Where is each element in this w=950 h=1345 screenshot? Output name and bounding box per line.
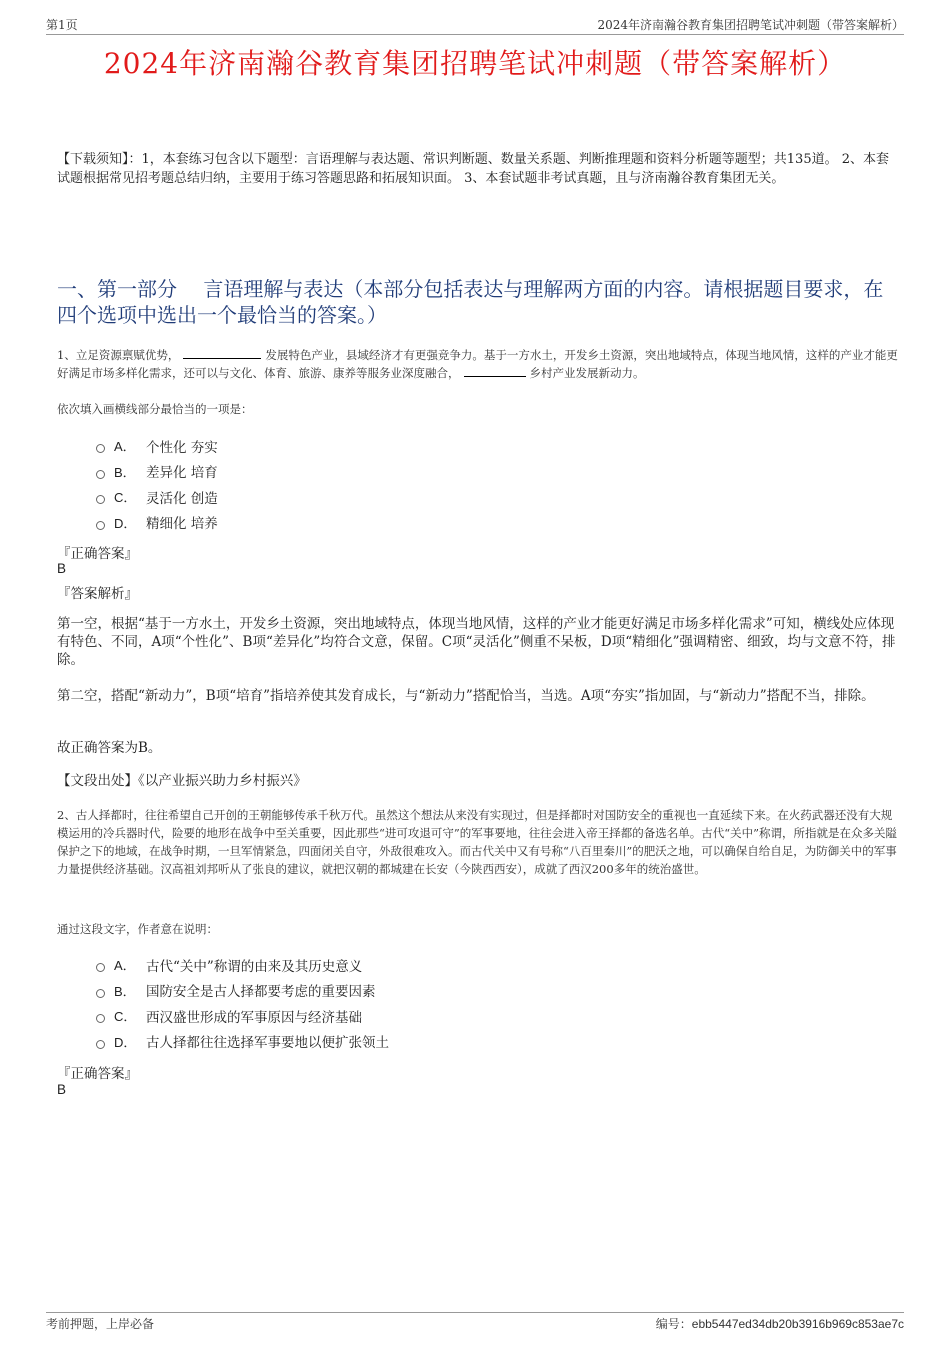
analysis-paragraph-1: 第一空，根据“基于一方水土，开发乡土资源，突出地域特点，体现当地风情，这样的产业才能更好满足市场多样化需求”可知，横线处应体现有特色、不同，A项“个性化”、B项“差异化”均符合文意，保留。C项“灵活化”侧重不呆板，D项“精细化”强调精密、细致，均与文意不符，排除。 (57, 616, 896, 668)
question-2-prompt: 通过这段文字，作者意在说明： (57, 922, 218, 936)
correct-answer-label: 『正确答案』 (57, 1066, 138, 1082)
radio-icon[interactable] (96, 989, 105, 998)
radio-icon[interactable] (96, 470, 105, 479)
option-letter: A． (114, 439, 136, 455)
option-a[interactable] (96, 433, 218, 459)
radio-icon[interactable] (96, 495, 105, 504)
option-letter: C． (114, 1009, 137, 1025)
radio-icon[interactable] (96, 1014, 105, 1023)
option-letter: A． (114, 958, 136, 974)
footer-slogan: 考前押题，上岸必备 (46, 1317, 155, 1331)
document-title: 2024年济南瀚谷教育集团招聘笔试冲刺题（带答案解析） (103, 47, 847, 80)
footer-code-value: ebb5447ed34db20b3916b969c853ae7c (691, 1317, 904, 1331)
analysis-paragraph-2: 第二空，搭配“新动力”，B项“培育”指培养使其发育成长，与“新动力”搭配恰当，当选。A项“夯实”指加固，与“新动力”搭配不当，排除。 (57, 688, 875, 704)
question-1-text-part-b: 发展特色产业，县域经济才有更强竞争力。基于一方水土，开发乡土资源，突出地域特点，体现当地风情，这样的产业才能更好满足市场多样化需求，还可以与文化、体育、旅游、康养等服务业深度融合， (57, 348, 898, 380)
radio-icon[interactable] (96, 521, 105, 530)
option-c[interactable] (96, 484, 218, 510)
footer-code (656, 1315, 904, 1332)
section-heading: 一、第一部分 言语理解与表达（本部分包括表达与理解两方面的内容。请根据题目要求，在四个选项中选出一个最恰当的答案。） (57, 277, 884, 327)
option-d[interactable] (96, 1029, 389, 1055)
correct-answer-value: B (57, 561, 67, 576)
option-text: 古人择都往往选择军事要地以便扩张领土 (146, 1035, 389, 1052)
footer-code-label: 编号： (655, 1317, 692, 1331)
question-2-text: 2、古人择都时，往往希望自己开创的王朝能够传承千秋万代。虽然这个想法从来没有实现过，但是择都时对国防安全的重视也一直延续下来。在火药武器还没有大规模运用的冷兵器时代，险要的地形在战争中至关重要，因此那些“进可攻退可守”的军事要地，往往会进入帝王择都的备选名单。古代“关中”称谓，所指就是在众多关隘保护之下的地域，在战争时期，一旦军情紧急，四面闭关自守，外敌很难攻入。而古代关中又有号称“八百里秦川”的肥沃之地，可以确保自给自足，为防御关中的军事力量提供经济基础。汉高祖刘邦听从了张良的建议，就把汉朝的都城建在长安（今陕西西安），成就了西汉200多年的统治盛世。 (57, 808, 898, 876)
running-title: 2024年济南瀚谷教育集团招聘笔试冲刺题（带答案解析） (597, 18, 904, 32)
option-text: 西汉盛世形成的军事原因与经济基础 (146, 1009, 362, 1026)
question-1-text (57, 346, 899, 382)
option-text: 灵活化 创造 (146, 490, 218, 507)
option-b[interactable] (96, 978, 389, 1004)
radio-icon[interactable] (96, 1040, 105, 1049)
option-letter: C． (114, 490, 137, 506)
option-letter: B． (114, 464, 136, 480)
option-letter: D． (114, 515, 137, 531)
correct-answer-label: 『正确答案』 (57, 546, 138, 562)
option-text: 精细化 培养 (146, 516, 218, 533)
option-text: 国防安全是古人择都要考虑的重要因素 (146, 984, 376, 1001)
question-1-text-part-a: 1、立足资源禀赋优势， (57, 348, 180, 362)
option-a[interactable] (96, 952, 389, 978)
option-letter: D． (114, 1034, 137, 1050)
option-text: 个性化 夯实 (146, 439, 218, 456)
page-number: 第1页 (46, 18, 78, 32)
question-1-options (96, 433, 218, 535)
option-d[interactable] (96, 510, 218, 536)
fill-blank-1 (183, 347, 261, 359)
page-header (46, 14, 904, 35)
radio-icon[interactable] (96, 444, 105, 453)
option-b[interactable] (96, 459, 218, 485)
fill-blank-2 (464, 365, 526, 377)
page-footer (46, 1312, 904, 1333)
option-c[interactable] (96, 1003, 389, 1029)
question-2-options (96, 952, 389, 1054)
analysis-conclusion: 故正确答案为B。 (57, 740, 162, 756)
download-notice: 【下载须知】：1，本套练习包含以下题型：言语理解与表达题、常识判断题、数量关系题、判断推理题和资料分析题等题型；共135道。 2、本套试题根据常见招考题总结归纳，主要用于练习答题思路和拓展知识面。 3、本套试题非考试真题，且与济南瀚谷教育集团无关。 (57, 152, 889, 186)
option-letter: B． (114, 983, 136, 999)
question-1-text-part-c: 乡村产业发展新动力。 (529, 366, 645, 380)
option-text: 古代“关中”称谓的由来及其历史意义 (146, 958, 363, 975)
question-1-prompt: 依次填入画横线部分最恰当的一项是： (57, 402, 253, 416)
analysis-label: 『答案解析』 (57, 586, 138, 602)
passage-source: 【文段出处】《以产业振兴助力乡村振兴》 (57, 773, 307, 789)
correct-answer-value: B (57, 1082, 67, 1097)
option-text: 差异化 培育 (146, 465, 218, 482)
radio-icon[interactable] (96, 963, 105, 972)
